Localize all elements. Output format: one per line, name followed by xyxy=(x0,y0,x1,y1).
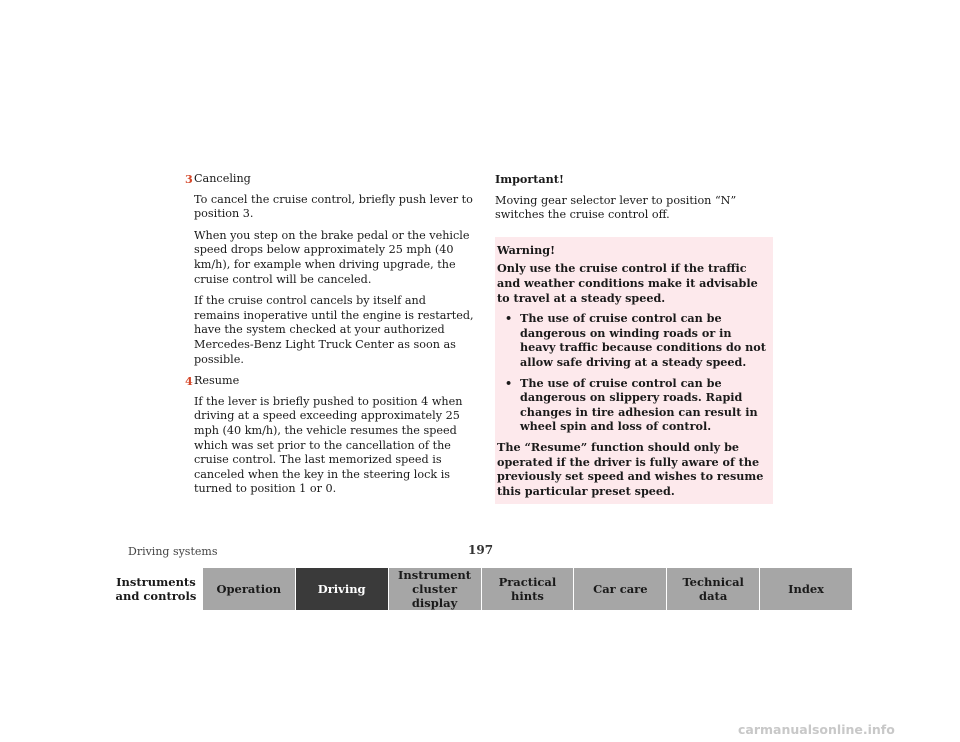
tab-instrument-cluster-display[interactable]: Instrument cluster display xyxy=(388,568,481,610)
warning-bullet xyxy=(505,311,767,369)
warning-title: Warning! xyxy=(497,242,555,257)
warning-box xyxy=(495,237,773,505)
item-canceling xyxy=(185,172,475,367)
bullet-icon: • xyxy=(505,375,513,390)
item-number: 4 xyxy=(185,374,193,389)
page-number: 197 xyxy=(468,543,494,557)
left-column xyxy=(185,172,475,504)
tab-car-care[interactable]: Car care xyxy=(573,568,666,610)
item-paragraph: If the lever is briefly pushed to position 4 when driving at a speed exceeding approximately 25 mph (40 km/h), the vehicle resumes the speed which was set prior to the cancellation of the cruise control. The last memorized speed is canceled when the key in the steering lock is turned to position 1 or 0. xyxy=(194,394,463,496)
section-title: Driving systems xyxy=(128,545,218,558)
bullet-icon: • xyxy=(505,311,513,326)
important-text: Moving gear selector lever to position “N” switches the cruise control off. xyxy=(495,193,737,222)
right-column xyxy=(495,172,773,504)
item-paragraph: If the cruise control cancels by itself and remains inoperative until the engine is restarted, have the system checked at your authorized Mercedes-Benz Light Truck Center as soon as possible. xyxy=(194,294,474,366)
tab-operation[interactable]: Operation xyxy=(202,568,295,610)
warning-bullet-text: The use of cruise control can be dangerous on slippery roads. Rapid changes in tire adhesion can result in wheel spin and loss of control. xyxy=(520,375,758,434)
tab-index[interactable]: Index xyxy=(759,568,852,610)
tab-technical-data[interactable]: Technical data xyxy=(666,568,759,610)
warning-bullet xyxy=(505,376,767,434)
warning-bullet-text: The use of cruise control can be dangerous on winding roads or in heavy traffic because conditions do not allow safe driving at a steady speed. xyxy=(520,311,766,369)
watermark: carmanualsonline.info xyxy=(738,722,895,737)
item-number: 3 xyxy=(185,172,193,186)
tab-instruments-and-controls[interactable]: Instruments and controls xyxy=(110,568,202,610)
warning-intro: Only use the cruise control if the traffic and weather conditions make it advisable to travel at a steady speed. xyxy=(497,261,758,305)
chapter-nav xyxy=(110,568,852,610)
tab-driving[interactable]: Driving xyxy=(295,568,388,610)
item-title: Canceling xyxy=(194,172,251,185)
item-title: Resume xyxy=(194,374,240,388)
item-resume xyxy=(185,374,475,497)
item-paragraph: When you step on the brake pedal or the vehicle speed drops below approximately 25 mph (40 km/h), for example when driving upgrade, the cruise control will be canceled. xyxy=(194,228,470,286)
item-paragraph: To cancel the cruise control, briefly push lever to position 3. xyxy=(194,192,473,221)
tab-practical-hints[interactable]: Practical hints xyxy=(481,568,574,610)
warning-outro: The “Resume” function should only be operated if the driver is fully aware of the previously set speed and wishes to resume this particular preset speed. xyxy=(497,439,764,498)
important-heading: Important! xyxy=(495,172,564,186)
